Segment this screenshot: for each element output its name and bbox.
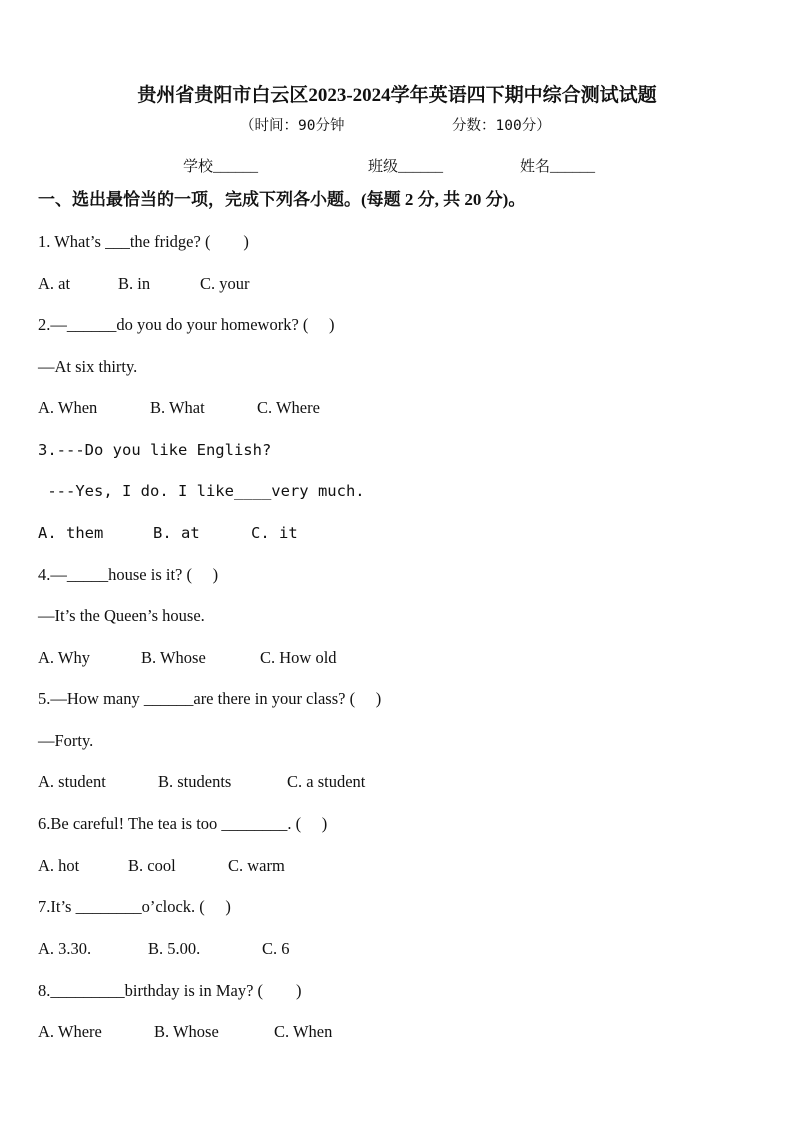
q1-option-c: C. your	[200, 274, 250, 293]
question-4: 4.—_____house is it? ( )	[38, 565, 219, 584]
page-title: 贵州省贵阳市白云区2023-2024学年英语四下期中综合测试试题	[137, 85, 657, 106]
q3-option-b: B. at	[153, 524, 200, 542]
q7-option-b: B. 5.00.	[148, 939, 201, 958]
q4-option-a: A. Why	[38, 648, 90, 667]
q2-option-b: B. What	[150, 398, 205, 417]
q4-option-c: C. How old	[260, 648, 337, 667]
question-3: 3.---Do you like English?	[38, 441, 272, 459]
q6-option-a: A. hot	[38, 856, 80, 875]
q6-option-c: C. warm	[228, 856, 285, 875]
q2-option-a: A. When	[38, 398, 98, 417]
q2-answer: —At six thirty.	[38, 357, 138, 376]
question-2: 2.—______do you do your homework? ( )	[38, 315, 335, 334]
q5-option-c: C. a student	[287, 772, 366, 791]
q1-option-b: B. in	[118, 274, 151, 293]
q6-option-b: B. cool	[128, 856, 176, 875]
question-6: 6.Be careful! The tea is too ________. ( )	[38, 814, 328, 833]
q1-option-a: A. at	[38, 274, 71, 293]
q5-answer: —Forty.	[38, 731, 94, 750]
q7-option-c: C. 6	[262, 939, 290, 958]
q7-option-a: A. 3.30.	[38, 939, 92, 958]
section-heading: 一、选出最恰当的一项，完成下列各小题。(每题 2 分, 共 20 分)。	[38, 190, 526, 209]
question-7: 7.It’s ________o’clock. ( )	[38, 897, 231, 916]
q8-option-b: B. Whose	[154, 1022, 219, 1041]
q8-option-c: C. When	[274, 1022, 333, 1041]
class-field: 班级______	[368, 159, 444, 175]
name-field: 姓名______	[520, 159, 596, 175]
exam-score: 分数：100分）	[452, 118, 551, 134]
q8-option-a: A. Where	[38, 1022, 102, 1041]
q4-option-b: B. Whose	[141, 648, 206, 667]
q5-option-b: B. students	[158, 772, 232, 791]
exam-time: （时间：90分钟	[240, 118, 345, 134]
question-8: 8._________birthday is in May? ( )	[38, 981, 302, 1000]
q2-option-c: C. Where	[257, 398, 320, 417]
q5-option-a: A. student	[38, 772, 106, 791]
question-1: 1. What’s ___the fridge? ( )	[38, 232, 249, 251]
q4-answer: —It’s the Queen’s house.	[38, 606, 205, 625]
question-5: 5.—How many ______are there in your class? ( )	[38, 689, 382, 708]
q3-answer: ---Yes, I do. I like____very much.	[38, 482, 365, 500]
school-field: 学校______	[183, 159, 259, 175]
q3-option-c: C. it	[251, 524, 298, 542]
q3-option-a: A. them	[38, 524, 104, 542]
